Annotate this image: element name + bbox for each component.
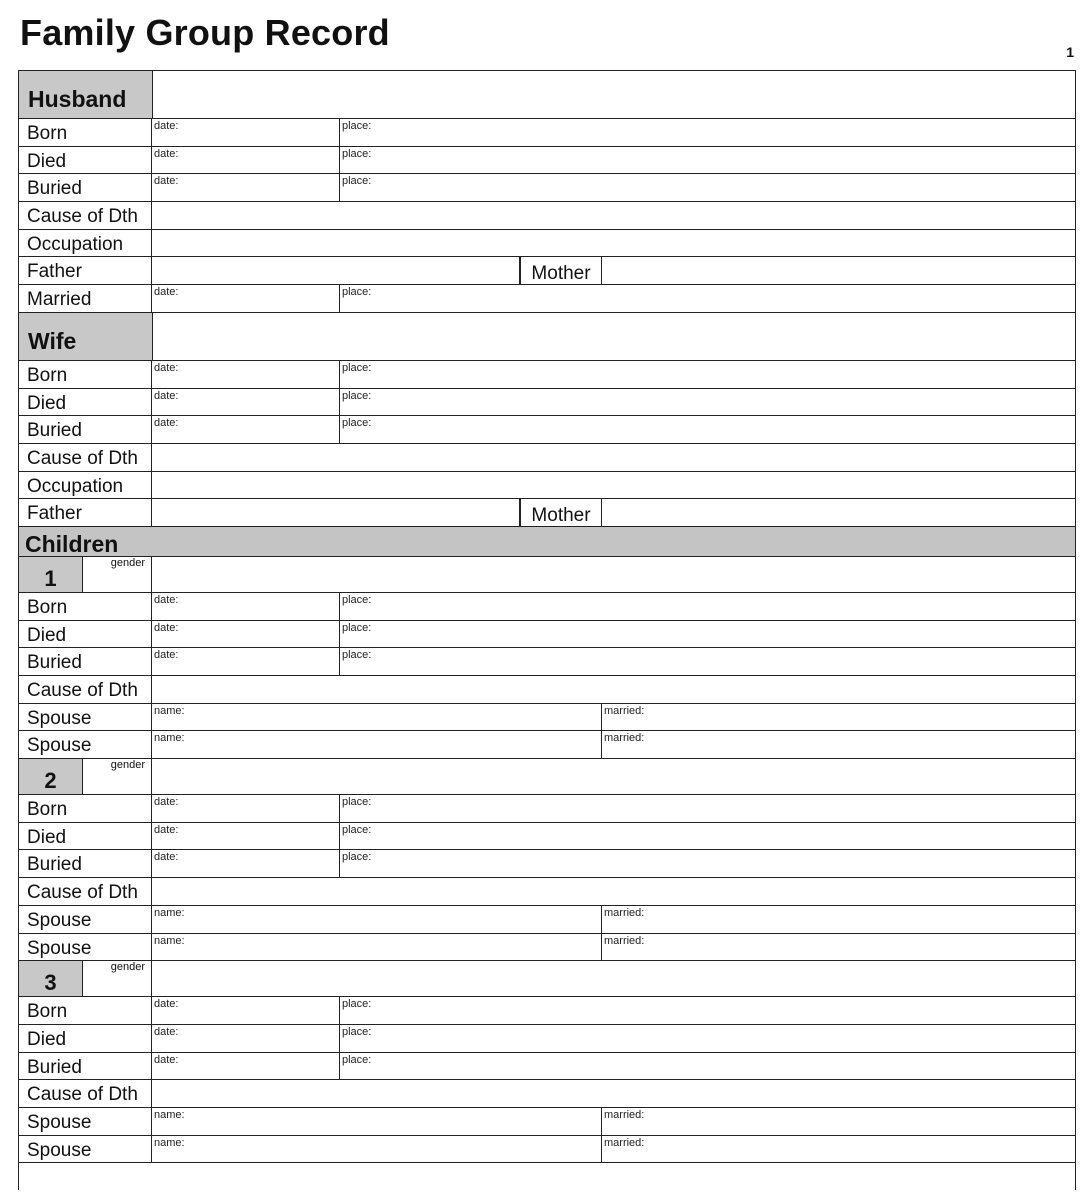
place-hint: place: <box>342 417 372 430</box>
date-hint: date: <box>154 998 179 1011</box>
married-place-field[interactable] <box>340 285 1075 312</box>
place-hint: place: <box>342 593 372 606</box>
date-hint: date: <box>154 1025 179 1038</box>
place-hint: place: <box>342 286 372 299</box>
married-hint: married: <box>604 1108 645 1121</box>
husband-section-header <box>19 71 1075 119</box>
married-date-field[interactable] <box>152 285 340 312</box>
child-spouse-name-field[interactable] <box>152 1136 602 1163</box>
married-hint: married: <box>604 934 645 947</box>
child-cause-label: Cause of Dth <box>19 878 152 905</box>
child-born-label: Born <box>19 795 152 822</box>
child-died-row <box>19 1025 1075 1053</box>
wife-died-label: Died <box>19 389 152 416</box>
child-died-row <box>19 621 1075 649</box>
husband-mother-label: Mother <box>520 257 602 284</box>
name-hint: name: <box>154 704 185 717</box>
husband-cause-field[interactable] <box>152 202 1075 229</box>
place-hint: place: <box>342 147 372 160</box>
wife-buried-row <box>19 416 1075 444</box>
wife-mother-field[interactable] <box>602 499 1075 526</box>
child-spouse-label: Spouse <box>19 1108 152 1135</box>
husband-born-date-field[interactable] <box>152 119 340 146</box>
husband-died-label: Died <box>19 147 152 174</box>
husband-cause-label: Cause of Dth <box>19 202 152 229</box>
husband-cause-row <box>19 202 1075 230</box>
wife-father-field[interactable] <box>152 499 520 526</box>
husband-buried-place-field[interactable] <box>340 174 1075 201</box>
child-died-label: Died <box>19 1025 152 1052</box>
wife-buried-date-field[interactable] <box>152 416 340 443</box>
married-hint: married: <box>604 906 645 919</box>
husband-mother-field[interactable] <box>602 257 1075 284</box>
child-spouse-name-field[interactable] <box>152 906 602 933</box>
name-hint: name: <box>154 906 185 919</box>
child-died-place-field[interactable] <box>340 1025 1075 1052</box>
child-spouse-row <box>19 731 1075 759</box>
husband-occupation-field[interactable] <box>152 230 1075 257</box>
page-number: 1 <box>1066 44 1074 60</box>
child-buried-label: Buried <box>19 850 152 877</box>
child-number: 3 <box>19 961 83 996</box>
child-buried-row <box>19 648 1075 676</box>
child-died-date-field[interactable] <box>152 823 340 850</box>
child-born-row <box>19 795 1075 823</box>
place-hint: place: <box>342 361 372 374</box>
child-buried-date-field[interactable] <box>152 1053 340 1080</box>
wife-buried-place-field[interactable] <box>340 416 1075 443</box>
child-cause-label: Cause of Dth <box>19 676 152 703</box>
husband-father-label: Father <box>19 257 152 284</box>
place-hint: place: <box>342 649 372 662</box>
husband-buried-label: Buried <box>19 174 152 201</box>
child-died-place-field[interactable] <box>340 823 1075 850</box>
wife-died-date-field[interactable] <box>152 389 340 416</box>
family-group-form <box>18 70 1076 1190</box>
child-name-field[interactable] <box>152 759 1075 794</box>
child-buried-row <box>19 1053 1075 1081</box>
child-buried-date-field[interactable] <box>152 648 340 675</box>
child-spouse-label: Spouse <box>19 1136 152 1163</box>
child-spouse-row <box>19 704 1075 732</box>
child-born-date-field[interactable] <box>152 593 340 620</box>
date-hint: date: <box>154 851 179 864</box>
place-hint: place: <box>342 1025 372 1038</box>
husband-died-row <box>19 147 1075 175</box>
gender-hint: gender <box>110 759 145 772</box>
child-born-date-field[interactable] <box>152 795 340 822</box>
child-cause-field[interactable] <box>152 676 1075 703</box>
child-born-place-field[interactable] <box>340 997 1075 1024</box>
date-hint: date: <box>154 361 179 374</box>
child-spouse-label: Spouse <box>19 731 152 758</box>
child-spouse-row <box>19 1136 1075 1164</box>
child-buried-place-field[interactable] <box>340 648 1075 675</box>
wife-cause-field[interactable] <box>152 444 1075 471</box>
wife-buried-label: Buried <box>19 416 152 443</box>
child-buried-row <box>19 850 1075 878</box>
child-spouse-label: Spouse <box>19 704 152 731</box>
child-spouse-label: Spouse <box>19 934 152 961</box>
name-hint: name: <box>154 732 185 745</box>
child-buried-date-field[interactable] <box>152 850 340 877</box>
married-hint: married: <box>604 732 645 745</box>
child-died-place-field[interactable] <box>340 621 1075 648</box>
child-buried-label: Buried <box>19 648 152 675</box>
child-name-field[interactable] <box>152 961 1075 996</box>
place-hint: place: <box>342 851 372 864</box>
child-buried-label: Buried <box>19 1053 152 1080</box>
child-spouse-married-field[interactable] <box>602 934 1075 961</box>
child-born-place-field[interactable] <box>340 593 1075 620</box>
date-hint: date: <box>154 823 179 836</box>
child-buried-place-field[interactable] <box>340 1053 1075 1080</box>
husband-father-field[interactable] <box>152 257 520 284</box>
husband-died-place-field[interactable] <box>340 147 1075 174</box>
wife-parents-row <box>19 499 1075 527</box>
wife-born-row <box>19 361 1075 389</box>
child-died-label: Died <box>19 823 152 850</box>
page-title: Family Group Record <box>20 12 390 53</box>
date-hint: date: <box>154 389 179 402</box>
date-hint: date: <box>154 796 179 809</box>
child-header <box>19 759 1075 795</box>
child-died-date-field[interactable] <box>152 1025 340 1052</box>
child-spouse-name-field[interactable] <box>152 1108 602 1135</box>
wife-occupation-row <box>19 472 1075 500</box>
place-hint: place: <box>342 796 372 809</box>
name-hint: name: <box>154 1108 185 1121</box>
child-cause-label: Cause of Dth <box>19 1080 152 1107</box>
child-died-label: Died <box>19 621 152 648</box>
child-number: 1 <box>19 557 83 592</box>
child-died-row <box>19 823 1075 851</box>
date-hint: date: <box>154 1053 179 1066</box>
husband-occupation-row <box>19 230 1075 258</box>
wife-born-place-field[interactable] <box>340 361 1075 388</box>
date-hint: date: <box>154 621 179 634</box>
husband-born-row <box>19 119 1075 147</box>
child-gender-field[interactable] <box>83 759 152 794</box>
place-hint: place: <box>342 823 372 836</box>
wife-born-date-field[interactable] <box>152 361 340 388</box>
wife-cause-row <box>19 444 1075 472</box>
child-header <box>19 961 1075 997</box>
gender-hint: gender <box>110 961 145 974</box>
place-hint: place: <box>342 621 372 634</box>
married-hint: married: <box>604 704 645 717</box>
date-hint: date: <box>154 593 179 606</box>
child-buried-place-field[interactable] <box>340 850 1075 877</box>
wife-cause-label: Cause of Dth <box>19 444 152 471</box>
child-spouse-row <box>19 1108 1075 1136</box>
child-spouse-row <box>19 906 1075 934</box>
wife-section-header <box>19 313 1075 361</box>
husband-buried-date-field[interactable] <box>152 174 340 201</box>
date-hint: date: <box>154 417 179 430</box>
date-hint: date: <box>154 649 179 662</box>
child-spouse-name-field[interactable] <box>152 934 602 961</box>
child-spouse-name-field[interactable] <box>152 731 602 758</box>
husband-heading: Husband <box>19 71 153 118</box>
wife-born-label: Born <box>19 361 152 388</box>
wife-name-field[interactable] <box>153 313 1075 360</box>
place-hint: place: <box>342 389 372 402</box>
date-hint: date: <box>154 175 179 188</box>
husband-died-date-field[interactable] <box>152 147 340 174</box>
child-born-row <box>19 593 1075 621</box>
child-cause-row <box>19 676 1075 704</box>
married-row <box>19 285 1075 313</box>
child-cause-row <box>19 878 1075 906</box>
wife-died-row <box>19 389 1075 417</box>
child-spouse-married-field[interactable] <box>602 906 1075 933</box>
child-cause-field[interactable] <box>152 878 1075 905</box>
child-spouse-married-field[interactable] <box>602 1136 1075 1163</box>
child-cause-field[interactable] <box>152 1080 1075 1107</box>
children-heading: Children <box>19 527 1075 557</box>
date-hint: date: <box>154 120 179 132</box>
child-born-date-field[interactable] <box>152 997 340 1024</box>
date-hint: date: <box>154 147 179 160</box>
name-hint: name: <box>154 934 185 947</box>
place-hint: place: <box>342 120 372 132</box>
place-hint: place: <box>342 175 372 188</box>
child-number: 2 <box>19 759 83 794</box>
wife-mother-label: Mother <box>520 499 602 526</box>
wife-occupation-label: Occupation <box>19 472 152 499</box>
child-spouse-married-field[interactable] <box>602 1108 1075 1135</box>
husband-buried-row <box>19 174 1075 202</box>
wife-father-label: Father <box>19 499 152 526</box>
wife-died-place-field[interactable] <box>340 389 1075 416</box>
child-spouse-label: Spouse <box>19 906 152 933</box>
husband-name-field[interactable] <box>153 71 1075 118</box>
husband-parents-row <box>19 257 1075 285</box>
child-spouse-row <box>19 934 1075 962</box>
child-born-label: Born <box>19 997 152 1024</box>
wife-heading: Wife <box>19 313 153 360</box>
place-hint: place: <box>342 998 372 1011</box>
place-hint: place: <box>342 1053 372 1066</box>
child-died-date-field[interactable] <box>152 621 340 648</box>
child-spouse-married-field[interactable] <box>602 731 1075 758</box>
child-name-field[interactable] <box>152 557 1075 592</box>
child-born-place-field[interactable] <box>340 795 1075 822</box>
husband-born-place-field[interactable] <box>340 119 1075 146</box>
wife-occupation-field[interactable] <box>152 472 1075 499</box>
child-header <box>19 557 1075 593</box>
child-spouse-married-field[interactable] <box>602 704 1075 731</box>
name-hint: name: <box>154 1136 185 1149</box>
husband-occupation-label: Occupation <box>19 230 152 257</box>
child-gender-field[interactable] <box>83 961 152 996</box>
child-cause-row <box>19 1080 1075 1108</box>
child-spouse-name-field[interactable] <box>152 704 602 731</box>
gender-hint: gender <box>110 556 145 569</box>
date-hint: date: <box>154 286 179 299</box>
husband-born-label: Born <box>19 119 152 146</box>
married-hint: married: <box>604 1136 645 1149</box>
child-born-label: Born <box>19 593 152 620</box>
married-label: Married <box>19 285 152 312</box>
child-born-row <box>19 997 1075 1025</box>
child-gender-field[interactable] <box>83 557 152 592</box>
